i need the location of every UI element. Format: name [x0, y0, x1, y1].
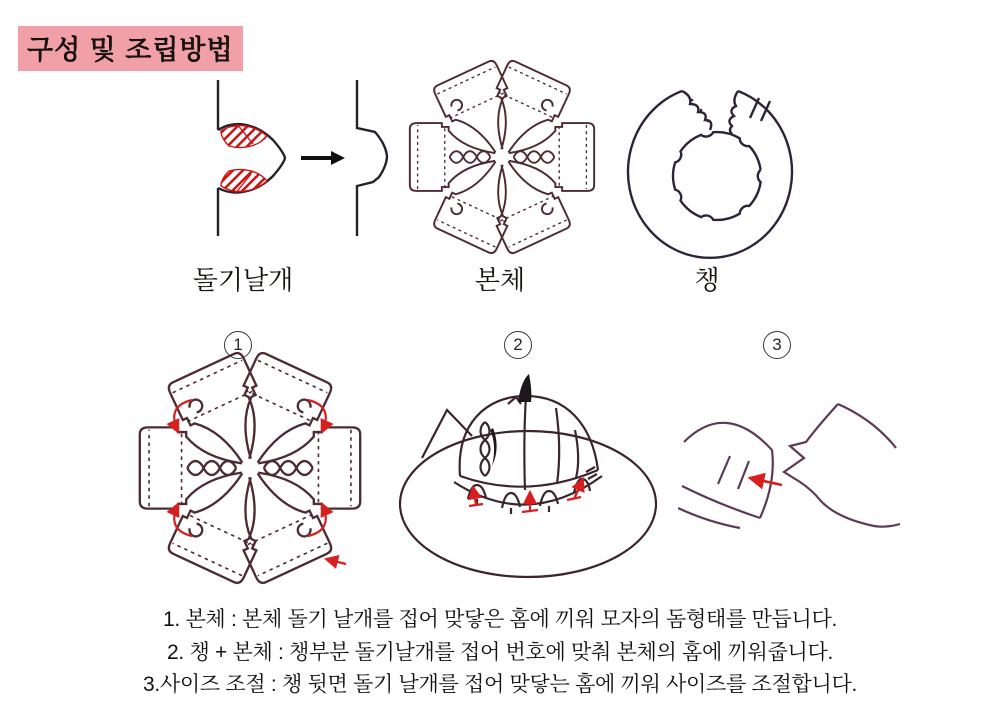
assembly-instructions — [0, 604, 1000, 702]
instruction-line-1: 1. 본체 : 본체 돌기 날개를 접어 맞닿은 홈에 끼워 모자의 돔형태를 만듭니다. — [163, 608, 837, 631]
instruction-line-2: 2. 챙 + 본체 : 챙부분 돌기날개를 접어 번호에 맞춰 본체의 홈에 끼워줍니다. — [167, 640, 833, 664]
fold-tab-icon — [185, 78, 395, 238]
brim-diagram — [622, 74, 798, 264]
body-pattern-icon — [390, 50, 614, 264]
part-label-brim: 챙 — [694, 265, 720, 295]
brim-icon — [622, 74, 798, 264]
step1-diagram — [122, 350, 378, 586]
step3-diagram — [678, 390, 902, 532]
part-label-body: 본체 — [474, 265, 526, 295]
step1-icon — [122, 350, 378, 586]
body-pattern-diagram — [390, 50, 614, 264]
insert-arrow — [750, 478, 782, 485]
step-number-2: 2 — [504, 331, 532, 359]
spike-shape — [518, 374, 531, 402]
glue-hatch-bottom — [221, 169, 267, 191]
page-title: 구성 및 조립방법 — [18, 26, 243, 71]
step-number-1: 1 — [224, 331, 252, 359]
fold-arrow-icon — [301, 151, 345, 165]
assembled-hat-icon — [390, 372, 662, 584]
step2-diagram — [390, 372, 662, 584]
size-adjust-icon — [678, 390, 902, 532]
part-label-tab: 돌기날개 — [192, 265, 294, 295]
step-number-3: 3 — [763, 331, 791, 359]
instruction-line-3: 3.사이즈 조절 : 챙 뒷면 돌기 날개를 접어 맞닿는 홈에 끼워 사이즈를 조절합니다. — [143, 673, 857, 696]
fold-tab-diagram — [185, 78, 395, 238]
